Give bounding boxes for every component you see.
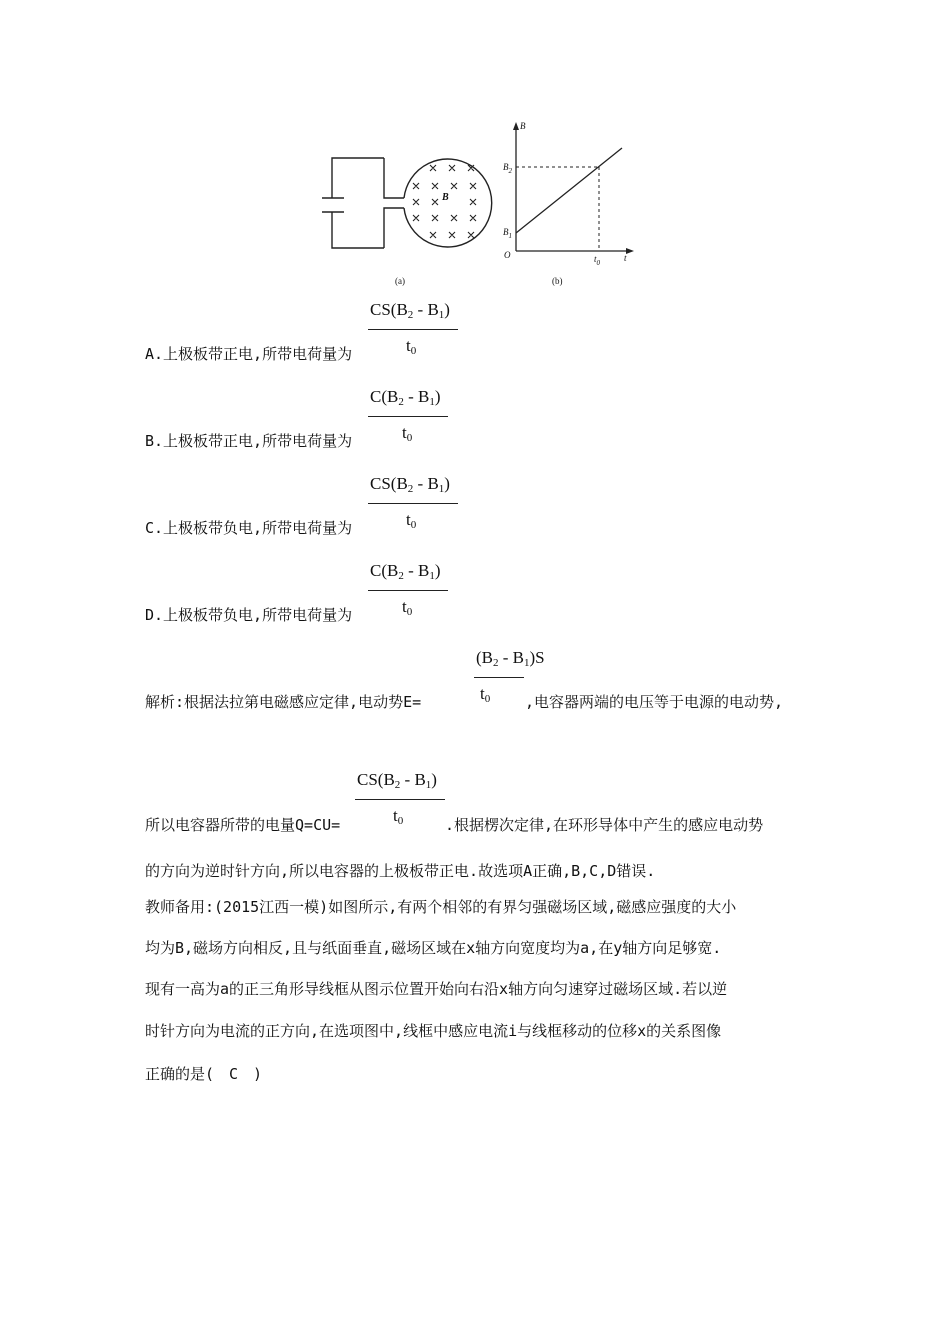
- t0-label: $t_0$: [594, 254, 601, 267]
- figure-a-circuit: [318, 152, 498, 252]
- option-a: A.上极板带正电,所带电荷量为: [145, 345, 353, 363]
- graph-line: [516, 148, 622, 233]
- analysis-line-2-end: .根据楞次定律,在环形导体中产生的感应电动势: [445, 816, 764, 834]
- teacher-line-3: 现有一高为a的正三角形导线框从图示位置开始向右沿x轴方向匀速穿过磁场区域.若以逆: [145, 980, 728, 998]
- caption-a: (a): [395, 276, 405, 286]
- caption-b: (b): [552, 276, 563, 286]
- teacher-line-2: 均为B,磁场方向相反,且与纸面垂直,磁场区域在x轴方向宽度均为a,在y轴方向足够宽.: [145, 939, 722, 957]
- field-label: B: [442, 192, 449, 203]
- axis-x-label: t: [624, 253, 627, 263]
- analysis-line-1-end: ,电容器两端的电压等于电源的电动势,: [525, 693, 784, 711]
- b2-label: $B_2$: [503, 162, 512, 175]
- option-c: C.上极板带负电,所带电荷量为: [145, 519, 353, 537]
- axis-y-label: B: [520, 121, 526, 131]
- option-b: B.上极板带正电,所带电荷量为: [145, 432, 353, 450]
- teacher-line-1: 教师备用:(2015江西一模)如图所示,有两个相邻的有界匀强磁场区域,磁感应强度的大小: [145, 898, 737, 916]
- figure-b-graph: [500, 118, 640, 268]
- analysis-line-3: 的方向为逆时针方向,所以电容器的上极板带正电.故选项A正确,B,C,D错误.: [145, 862, 656, 880]
- origin-label: O: [504, 250, 511, 260]
- analysis-line-2-start: 所以电容器所带的电量Q=CU=: [145, 816, 341, 834]
- b1-label: $B_1$: [503, 227, 512, 240]
- teacher-line-5: 正确的是( C ): [145, 1065, 263, 1083]
- teacher-line-4: 时针方向为电流的正方向,在选项图中,线框中感应电流i与线框移动的位移x的关系图像: [145, 1022, 722, 1040]
- analysis-line-1-start: 解析:根据法拉第电磁感应定律,电动势E=: [145, 693, 422, 711]
- option-d: D.上极板带负电,所带电荷量为: [145, 606, 353, 624]
